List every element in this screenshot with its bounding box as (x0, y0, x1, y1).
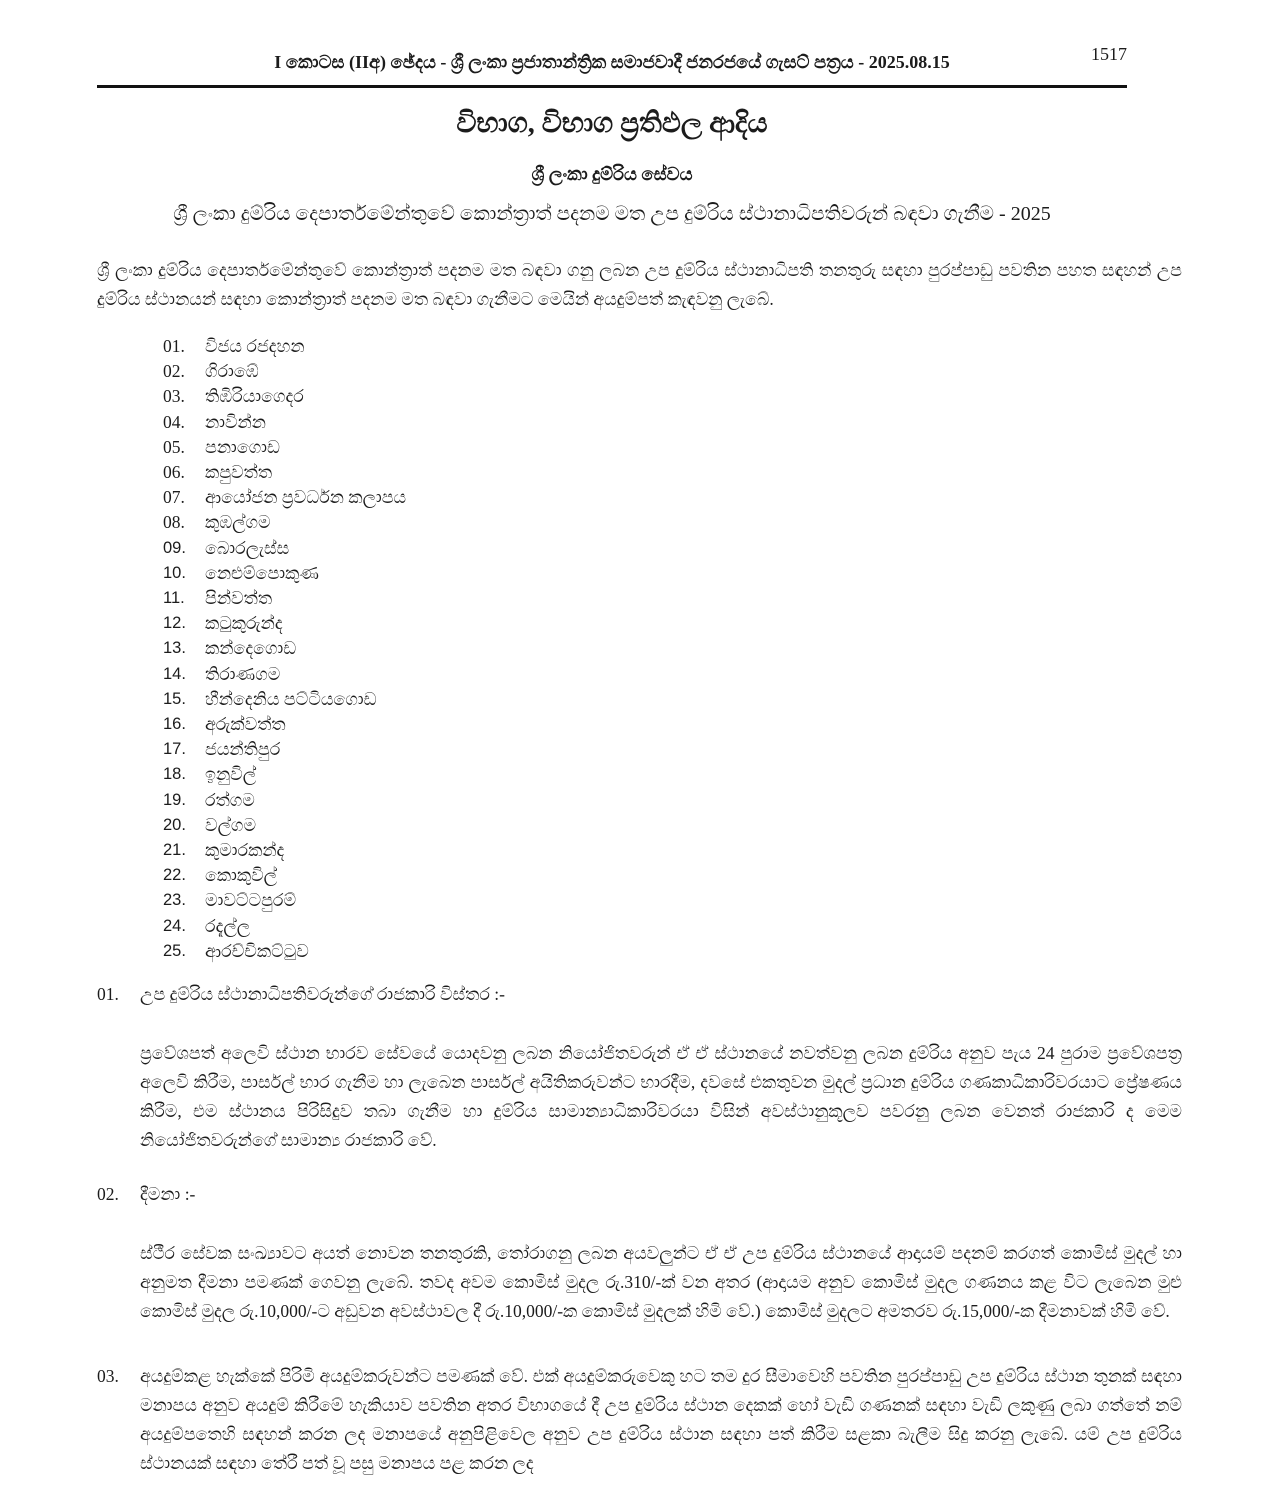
station-row (163, 435, 1182, 460)
page-content (97, 44, 1182, 1478)
station-name: බොරලැස්ස (205, 537, 290, 558)
station-row (163, 712, 1182, 737)
station-number: 02. (163, 361, 185, 382)
station-row (163, 662, 1182, 687)
station-name: නාවින්න (205, 411, 266, 432)
station-row (163, 888, 1182, 913)
station-name: කටුකුරුන්ද (205, 613, 283, 634)
section-heading: දීමනා :- (140, 1184, 196, 1205)
station-name: අරුක්වත්ත (205, 714, 286, 735)
station-row (163, 510, 1182, 535)
station-row (163, 359, 1182, 384)
station-name: කන්දෙගොඩ (205, 638, 297, 659)
station-number: 24. (163, 916, 186, 935)
station-number: 01. (163, 336, 185, 356)
station-number: 12. (163, 614, 186, 633)
station-row (163, 939, 1182, 964)
section-eligibility-row (97, 1362, 1182, 1478)
station-number: 18. (163, 765, 186, 784)
station-number: 21. (163, 841, 186, 860)
station-number: 03. (163, 386, 185, 407)
station-number: 20. (163, 815, 186, 834)
page-number: 1517 (1091, 44, 1127, 64)
station-row (163, 334, 1182, 359)
section-number: 02. (97, 1184, 119, 1205)
station-name: විජය රජදහන (205, 336, 305, 356)
station-number: 14. (163, 664, 186, 683)
station-number: 06. (163, 462, 185, 483)
station-row (163, 914, 1182, 939)
page-title: විභාග, විභාග ප්‍රතිඵල ආදිය (456, 108, 768, 139)
station-name: තිරාණගම (205, 663, 281, 684)
notice-title: ශ්‍රී ලංකා දුම්රිය දෙපාර්තමේන්තුවේ කොන්ත්‍රාත් පදනම මත උප දුම්රිය ස්ථානාධිපතිවරුන් බඳවා ගැනීම - 2025 (173, 203, 1051, 225)
station-row (163, 410, 1182, 435)
section-number: 03. (97, 1366, 119, 1387)
service-subtitle: ශ්‍රී ලංකා දුම්රිය සේවය (531, 164, 693, 184)
station-name: කුමාරකන්ද (205, 840, 285, 861)
station-row (163, 586, 1182, 611)
station-row (163, 813, 1182, 838)
station-name: කුඹල්ගම (205, 512, 271, 533)
section-allowances-heading-row (97, 1182, 1182, 1207)
station-row (163, 384, 1182, 409)
station-name: රදැල්ල (205, 915, 251, 936)
station-list (163, 334, 1182, 964)
station-row (163, 687, 1182, 712)
station-name: ඉනුවිල් (205, 764, 257, 785)
station-name: හීන්දෙනිය පට්ටියගොඩ (205, 688, 377, 709)
station-row (163, 561, 1182, 586)
station-name: නෙළුම්පොකුණ (205, 562, 319, 583)
station-name: වල්ගම (205, 814, 257, 835)
station-name: පින්වත්ත (205, 588, 273, 609)
station-number: 11. (163, 589, 185, 608)
section-duties-heading-row (97, 982, 1182, 1007)
station-row (163, 460, 1182, 485)
section-allowances-body: ස්ථීර සේවක සංඛ්‍යාවට අයත් නොවන තනතුරකි, තෝරාගනු ලබන අයවලුන්ට ඒ ඒ උප දුම්රිය ස්ථානයේ ආදායම් පදනම් කරගත් කොමිස් මුදල් හා අනුමත දීමනා පමණක් ගෙවනු ලැබේ. තවද අවම කොමිස් මුදල රු.310/-ක් වන අතර (ආදායම අනුව කොමිස් මුදල ගණනය කළ විට ලැබෙන මුළු කොමිස් මුදල රු.10,000/-ට අඩුවන අවස්ථාවල දී රු.10,000/-ක කොමිස් මුදලක් හිමි වේ.) කොමිස් මුදලට අමතරව රු.15,000/-ක දීමනාවක් හිමි වේ. (140, 1243, 1182, 1322)
station-name: ජයන්තිපුර (205, 739, 281, 760)
station-row (163, 788, 1182, 813)
section-number: 01. (97, 984, 119, 1005)
station-row (163, 611, 1182, 636)
station-name: තිඹිරියාගෙදර (205, 386, 304, 407)
station-row (163, 536, 1182, 561)
station-number: 17. (163, 740, 186, 759)
section-eligibility-body: අයදුම්කළ හැක්කේ පිරිමි අයදුම්කරුවන්ට පමණක් වේ. එක් අයදුම්කරුවෙකු හට තම දුර සීමාවෙහි පවතින පුරප්පාඩු උප දුම්රිය ස්ථාන තුනක් සඳහා මනාපය අනුව අයදුම් කිරීමේ හැකියාව පවතින අතර විභාගයේ දී උප දුම්රිය ස්ථාන දෙකක් හෝ වැඩි ගණනක් සඳහා වැඩි ලකුණු ලබා ගත්තේ නම් අයදුම්පතෙහි සඳහන් කරන ලද මනාපයේ අනුපිළිවෙල අනුව උප දුම්රිය ස්ථාන සඳහා පත් කිරීම සළකා බැලීම සිදු කරනු ලැබේ. යම් උප දුම්රිය ස්ථානයක් සඳහා තේරී පත් වූ පසු මනාපය පළ කරන ලද (140, 1366, 1182, 1474)
station-row (163, 863, 1182, 888)
station-number: 07. (163, 487, 185, 508)
section-duties-body: ප්‍රවේශපත් අලෙවි ස්ථාන භාරව සේවයේ යොදවනු ලබන නියෝජිතවරුන් ඒ ඒ ස්ථානයේ නවත්වනු ලබන දුම්රිය අනුව පැය 24 පුරාම ප්‍රවේශපත්‍ර අලෙවි කිරීම, පාර්සල් භාර ගැනීම හා ලැබෙන පාර්සල් අයිතිකරුවන්ට භාරදීම, දවසේ එකතුවන මුදල් ප්‍රධාන දුම්රිය ගණකාධිකාරිවරයාට ප්‍රේෂණය කිරීම, එම ස්ථානය පිරිසිදුව තබා ගැනීම හා දුම්රිය සාමාන්‍යාධිකාරිවරයා විසින් අවස්ථානුකූලව පවරනු ලබන වෙනත් රාජකාරි ද මෙම නියෝජිතවරුන්ගේ සාමාන්‍ය රාජකාරි වේ. (140, 1043, 1182, 1151)
station-name: ආරච්චිකට්ටුව (205, 940, 309, 961)
gazette-header-line: I කොටස (IIඅ) ඡේදය - ශ්‍රී ලංකා ප්‍රජාතාන්ත්‍රික සමාජවාදී ජනරජයේ ගැසට් පත්‍රය - 2025.08.15 (274, 52, 950, 72)
station-number: 15. (163, 689, 186, 708)
station-row (163, 762, 1182, 787)
station-name: ගිරාඹේ (205, 361, 259, 382)
station-number: 22. (163, 866, 186, 885)
station-name: රත්ගම (205, 789, 255, 810)
station-number: 25. (163, 941, 186, 960)
station-row (163, 838, 1182, 863)
page-header (97, 44, 1127, 88)
station-name: කොකුවිල් (205, 865, 278, 886)
station-name: ආයෝජන ප්‍රවර්ධන කලාපය (205, 487, 407, 508)
station-number: 08. (163, 512, 185, 533)
station-number: 05. (163, 436, 185, 457)
station-number: 04. (163, 411, 185, 432)
station-row (163, 636, 1182, 661)
station-number: 16. (163, 715, 186, 734)
section-heading: උප දුම්රිය ස්ථානාධිපතිවරුන්ගේ රාජකාරි විස්තර :- (140, 984, 505, 1005)
station-number: 10. (163, 563, 186, 582)
station-row (163, 485, 1182, 510)
intro-paragraph: ශ්‍රී ලංකා දුම්රිය දෙපාර්තමේන්තුවේ කොන්ත්‍රාත් පදනම මත බඳවා ගනු ලබන උප දුම්රිය ස්ථානාධිපති තනතුරු සඳහා පුරප්පාඩු පවතින පහත සඳහන් උප දුම්රිය ස්ථානයන් සඳහා කොන්ත්‍රාත් පදනම මත බඳවා ගැනීමට මෙයින් අයදුම්පත් කැඳවනු ලැබේ. (97, 260, 1182, 309)
station-name: පනාගොඩ (205, 436, 280, 457)
station-name: මාවට්ටපුරම් (205, 890, 297, 911)
station-number: 09. (163, 538, 186, 557)
station-number: 13. (163, 639, 186, 658)
station-number: 19. (163, 790, 186, 809)
station-name: කපුවත්ත (205, 462, 273, 483)
station-number: 23. (163, 891, 186, 910)
station-row (163, 737, 1182, 762)
